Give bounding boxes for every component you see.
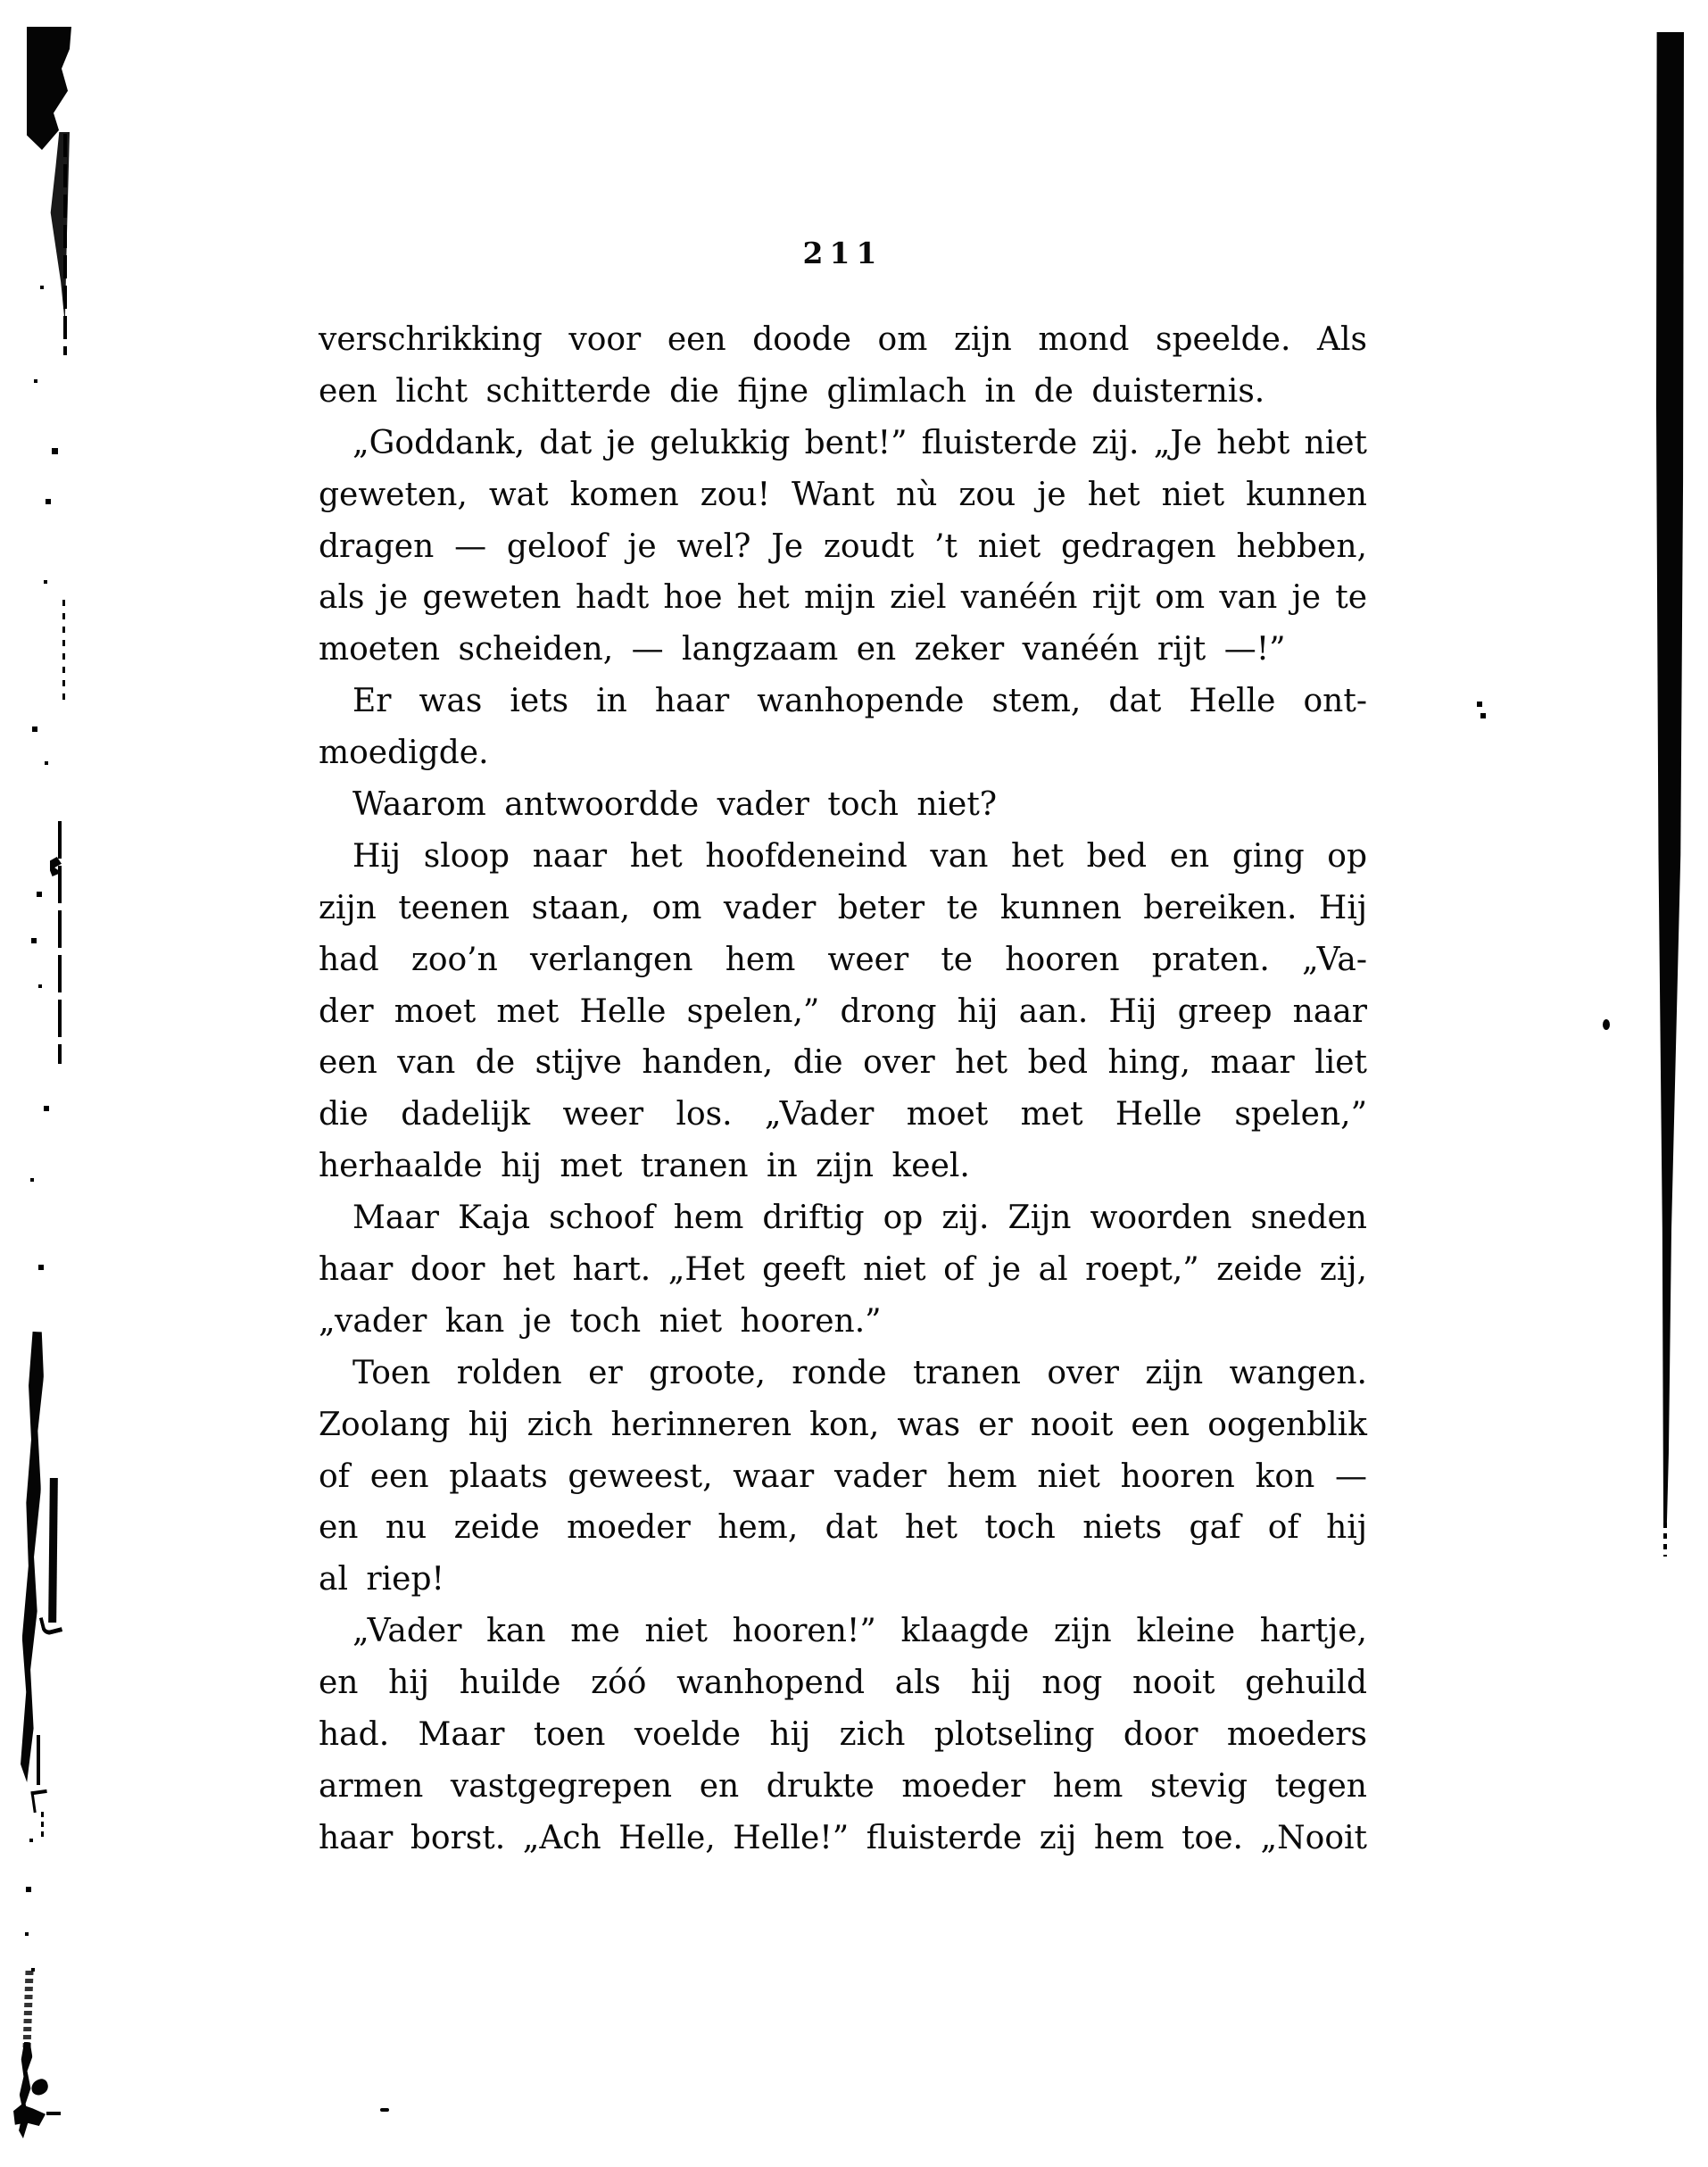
text-line: geweten, wat komen zou! Want nù zou je het niet kunnen	[319, 476, 1367, 513]
scan-mark-hook-upper	[39, 1614, 62, 1637]
scan-mark-bottom-blob	[29, 2077, 50, 2096]
text-line: armen vastgegrepen en drukte moeder hem stevig tegen	[319, 1767, 1367, 1805]
scan-mark-bottom-cluster	[13, 2105, 46, 2126]
scan-mark-right-dot	[1603, 1019, 1610, 1030]
scan-mark-dash-low	[41, 1812, 44, 1837]
scan-mark-left-line-mid	[58, 821, 62, 1064]
text-line: Er was iets in haar wanhopende stem, dat Helle ont-	[352, 683, 1367, 720]
text-line: „Goddank, dat je gelukkig bent!” fluisterde zij. „Je hebt niet	[352, 424, 1367, 461]
scan-mark-left-line-low	[37, 1735, 40, 1785]
text-line: dragen — geloof je wel? Je zoudt ’t niet gedragen hebben,	[319, 527, 1367, 565]
scan-mark-bottom-cluster-dash	[46, 2112, 61, 2115]
scan-mark-left-line-dotted	[62, 600, 65, 707]
text-line: had zoo’n verlangen hem weer te hooren praten. „Va-	[319, 941, 1367, 978]
scan-mark-hook-lower	[30, 1789, 49, 1813]
scan-mark-specks	[40, 286, 44, 289]
text-line: Waarom antwoordde vader toch niet?	[352, 786, 998, 824]
text-line: „vader kan je toch niet hooren.”	[319, 1302, 882, 1340]
text-line: moedigde.	[319, 735, 489, 772]
page-number: 211	[802, 236, 883, 270]
text-line: Toen rolden er groote, ronde tranen over zijn wangen.	[352, 1354, 1367, 1391]
text-line: herhaalde hij met tranen in zijn keel.	[319, 1148, 970, 1185]
scan-mark-top-left-blob	[27, 27, 71, 150]
text-line: haar door het hart. „Het geeft niet of je al roept,” zeide zij,	[319, 1251, 1367, 1289]
text-line: zijn teenen staan, om vader beter te kunnen bereiken. Hij	[319, 889, 1367, 926]
text-line: en hij huilde zóó wanhopend als hij nog nooit gehuild	[319, 1665, 1367, 1702]
text-block	[319, 314, 1367, 1864]
scan-mark-band-lower	[18, 2042, 33, 2138]
text-line: een van de stijve handen, die over het bed hing, maar liet	[319, 1044, 1367, 1082]
text-line: Maar Kaja schoof hem driftig op zij. Zijn woorden sneden	[352, 1200, 1367, 1237]
text-line: die dadelijk weer los. „Vader moet met Helle spelen,”	[319, 1096, 1367, 1133]
text-line: „Vader kan me niet hooren!” klaagde zijn kleine hartje,	[352, 1613, 1367, 1650]
text-line: verschrikking voor een doode om zijn mond speelde. Als	[319, 321, 1367, 358]
text-line: moeten scheiden, — langzaam en zeker vanéén rijt —!”	[319, 631, 1286, 668]
scan-mark-right-bar-tail	[1663, 1523, 1667, 1557]
text-line: der moet met Helle spelen,” drong hij aan. Hij greep naar	[319, 992, 1367, 1030]
text-line: als je geweten hadt hoe het mijn ziel vanéén rijt om van je te	[319, 579, 1367, 617]
text-line: of een plaats geweest, waar vader hem niet hooren kon —	[319, 1457, 1367, 1495]
scan-mark-band-upper	[22, 1971, 33, 2049]
text-line: en nu zeide moeder hem, dat het toch niets gaf of hij	[319, 1509, 1367, 1547]
scan-mark-right-bar	[1656, 32, 1684, 1528]
text-line: Hij sloop naar het hoofdeneind van het bed en ging op	[352, 837, 1367, 875]
scan-mark-left-line-top	[63, 134, 67, 355]
scan-mark-bottom-dash	[380, 2108, 389, 2112]
text-line: Zoolang hij zich herinneren kon, was er nooit een oogenblik	[319, 1406, 1367, 1443]
scan-mark-square-speck	[52, 448, 58, 454]
text-line: had. Maar toen voelde hij zich plotseling door moeders	[319, 1716, 1367, 1754]
text-line: een licht schitterde die fijne glimlach in de duisternis.	[319, 372, 1265, 410]
scan-mark-colon-dots	[1477, 702, 1482, 707]
text-line: al riep!	[319, 1561, 444, 1598]
scan-mark-left-bar	[48, 1478, 58, 1623]
scan-mark-left-streak	[19, 1332, 45, 1782]
text-line: haar borst. „Ach Helle, Helle!” fluisterde zij hem toe. „Nooit	[319, 1819, 1367, 1856]
